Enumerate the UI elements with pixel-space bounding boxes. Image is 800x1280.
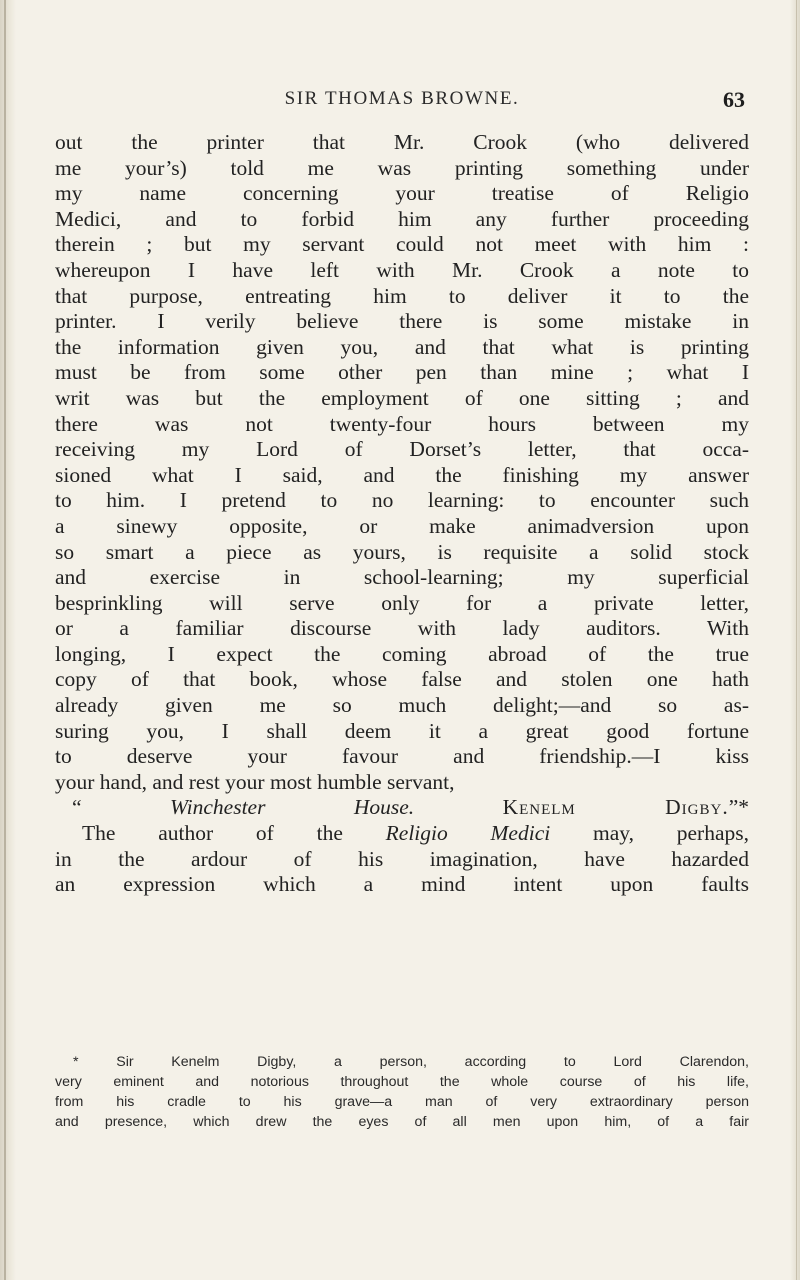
signature-name: Kenelm Digby.: [502, 795, 729, 820]
footnote: [55, 1052, 749, 1132]
page-number: 63: [723, 87, 745, 112]
text-line: to him. I pretend to no learning: to encounter such: [55, 488, 749, 513]
text-line: whereupon I have left with Mr. Crook a note to: [55, 257, 749, 282]
text-line: and exercise in school-learning; my superficial: [55, 565, 749, 590]
signature-line: [55, 795, 749, 821]
signature-place: Winchester House.: [169, 795, 415, 820]
footnote-line: and presence, which drew the eyes of all men upon him, of a fair: [55, 1114, 749, 1130]
page-header: [55, 88, 749, 114]
page-gutter-shadow: [0, 0, 16, 1280]
text-line: that purpose, entreating him to deliver it to the: [55, 283, 749, 308]
text-line: already given me so much delight;—and so as-: [55, 693, 749, 718]
text-line: Medici, and to forbid him any further proceeding: [55, 206, 749, 231]
text-line: there was not twenty-four hours between my: [55, 411, 749, 436]
para2-lead: The author of the: [82, 821, 386, 846]
text-line: me your’s) told me was printing something under: [55, 155, 749, 180]
text-line: an expression which a mind intent upon faults: [55, 872, 749, 897]
text-line: out the printer that Mr. Crook (who delivered: [55, 130, 749, 154]
text-line: writ was but the employment of one sitting ; and: [55, 385, 749, 410]
text-line: must be from some other pen than mine ; what I: [55, 360, 749, 385]
text-line: copy of that book, whose false and stolen one hath: [55, 667, 749, 692]
text-line: or a familiar discourse with lady auditors. With: [55, 616, 749, 641]
page-edge-shadow: [790, 0, 800, 1280]
text-line: receiving my Lord of Dorset’s letter, that occa-: [55, 437, 749, 462]
text-line: therein ; but my servant could not meet with him :: [55, 232, 749, 257]
text-line: to deserve your favour and friendship.—I kiss: [55, 744, 749, 769]
text-line: my name concerning your treatise of Religio: [55, 181, 749, 206]
footnote-line: very eminent and notorious throughout the whole course of his life,: [55, 1074, 749, 1090]
text-line: your hand, and rest your most humble servant,: [55, 769, 455, 794]
text-line: printer. I verily believe there is some mistake in: [55, 309, 749, 334]
para2-tail: may, perhaps,: [550, 821, 750, 846]
text-line: a sinewy opposite, or make animadversion upon: [55, 513, 749, 538]
text-line: suring you, I shall deem it a great good fortune: [55, 718, 749, 743]
text-line: the information given you, and that what is printing: [55, 334, 749, 359]
letter-body: [55, 130, 749, 898]
text-line: in the ardour of his imagination, have hazarded: [55, 846, 749, 871]
paragraph-start-line: [55, 821, 749, 847]
footnote-line: from his cradle to his grave—a man of very extraordinary person: [55, 1094, 749, 1110]
signature-close: ”*: [728, 795, 749, 820]
text-line: longing, I expect the coming abroad of the true: [55, 641, 749, 666]
text-line: sioned what I said, and the finishing my answer: [55, 462, 749, 487]
running-head: SIR THOMAS BROWNE.: [284, 88, 520, 109]
footnote-line: * Sir Kenelm Digby, a person, according to Lord Clarendon,: [73, 1054, 749, 1070]
text-line: so smart a piece as yours, is requisite a solid stock: [55, 539, 749, 564]
book-title: Religio Medici: [385, 821, 551, 846]
text-line: besprinkling will serve only for a private letter,: [55, 590, 749, 615]
signature-open-quote: “: [72, 795, 82, 820]
